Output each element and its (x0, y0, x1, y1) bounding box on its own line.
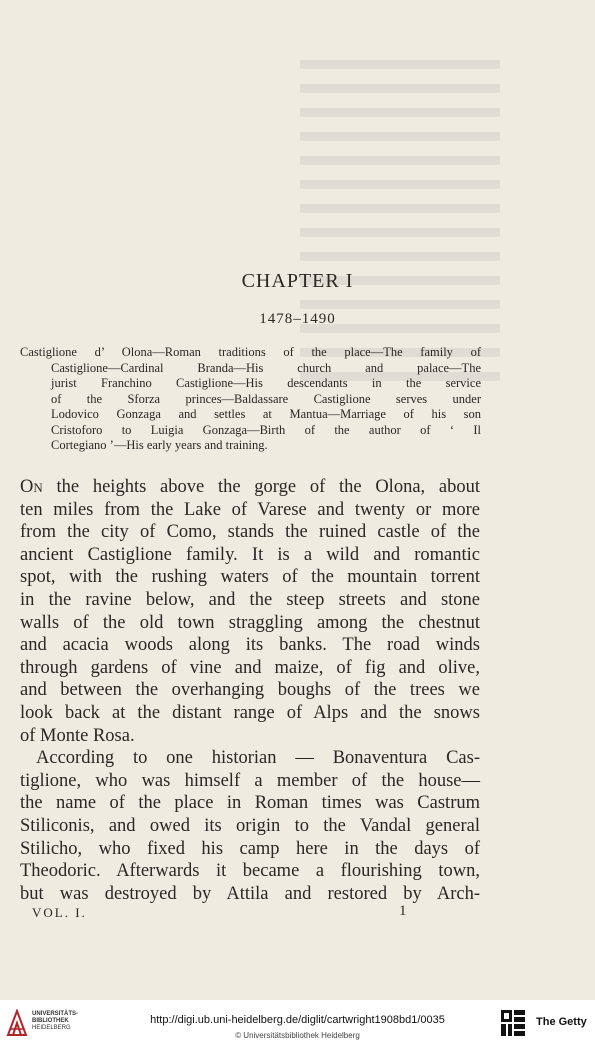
body-line: Stiliconis, and owed its origin to the Vandal general (20, 815, 480, 836)
body-line: walls of the old town straggling among the chestnut (20, 612, 480, 633)
body-line: the name of the place in Roman times was Castrum (20, 793, 480, 814)
synopsis-line: Castiglione—Cardinal Branda—His church and palace—The (51, 360, 481, 375)
body-line: tiglione, who was himself a member of the house— (20, 770, 480, 791)
body-line: and between the overhanging boughs of the trees we (20, 680, 480, 701)
bleed-through-texture (300, 60, 500, 390)
body-text (20, 476, 480, 905)
body-line: Stilicho, who fixed his camp here in the days of (20, 838, 480, 859)
body-line: look back at the distant range of Alps and the snows (20, 702, 480, 723)
body-line: ten miles from the Lake of Varese and twenty or more (20, 499, 480, 520)
body-line: of Monte Rosa. (20, 725, 135, 746)
copyright-notice: © Universitätsbibliothek Heidelberg (235, 1031, 360, 1040)
body-line-text: the heights above the gorge of the Olona, about (56, 477, 480, 497)
body-line: but was destroyed by Attila and restored by Arch- (20, 883, 480, 904)
body-line: through gardens of vine and maize, of fig and olive, (20, 657, 480, 678)
opening-word: On (20, 477, 43, 497)
synopsis-line: Lodovico Gonzaga and settles at Mantua—Marriage of his son (51, 407, 481, 421)
signature-mark: 1 (399, 903, 407, 919)
body-line: ancient Castiglione family. It is a wild and romantic (20, 544, 480, 565)
getty-label[interactable]: The Getty (536, 1016, 587, 1028)
chapter-years: 1478–1490 (259, 311, 336, 327)
body-line (20, 476, 480, 499)
university-name-line: UNIVERSITÄTS- (32, 1011, 79, 1017)
synopsis-line: Cristoforo to Luigia Gonzaga—Birth of the author of ‘ Il (51, 422, 481, 437)
body-line: and acacia woods along its banks. The road winds (20, 635, 480, 656)
permalink-url[interactable]: http://digi.ub.uni-heidelberg.de/diglit/cartwright1908bd1/0035 (150, 1014, 445, 1026)
synopsis-line: Castiglione d’ Olona—Roman traditions of the place—The family of (20, 345, 481, 359)
university-name-line: BIBLIOTHEK (32, 1018, 69, 1024)
body-line: According to one historian — Bonaventura Cas- (36, 748, 480, 769)
synopsis-line: of the Sforza princes—Baldassare Castiglione serves under (51, 391, 481, 406)
body-line: spot, with the rushing waters of the mountain torrent (20, 567, 480, 588)
chapter-title: CHAPTER I (241, 270, 354, 292)
body-line: from the city of Como, stands the ruined castle of the (20, 522, 480, 543)
volume-marker: VOL. I. (32, 905, 87, 920)
getty-logo-icon[interactable] (500, 1009, 526, 1037)
synopsis-line: jurist Franchino Castiglione—His descendants in the service (51, 376, 481, 390)
university-name-line: HEIDELBERG (32, 1025, 71, 1031)
body-line: in the ravine below, and the steep streets and stone (20, 589, 480, 610)
chapter-synopsis (20, 345, 481, 454)
body-line: Theodoric. Afterwards it became a flourishing town, (20, 861, 480, 882)
synopsis-line: Cortegiano ’—His early years and training. (51, 438, 268, 452)
viewer-footer (0, 1000, 595, 1047)
